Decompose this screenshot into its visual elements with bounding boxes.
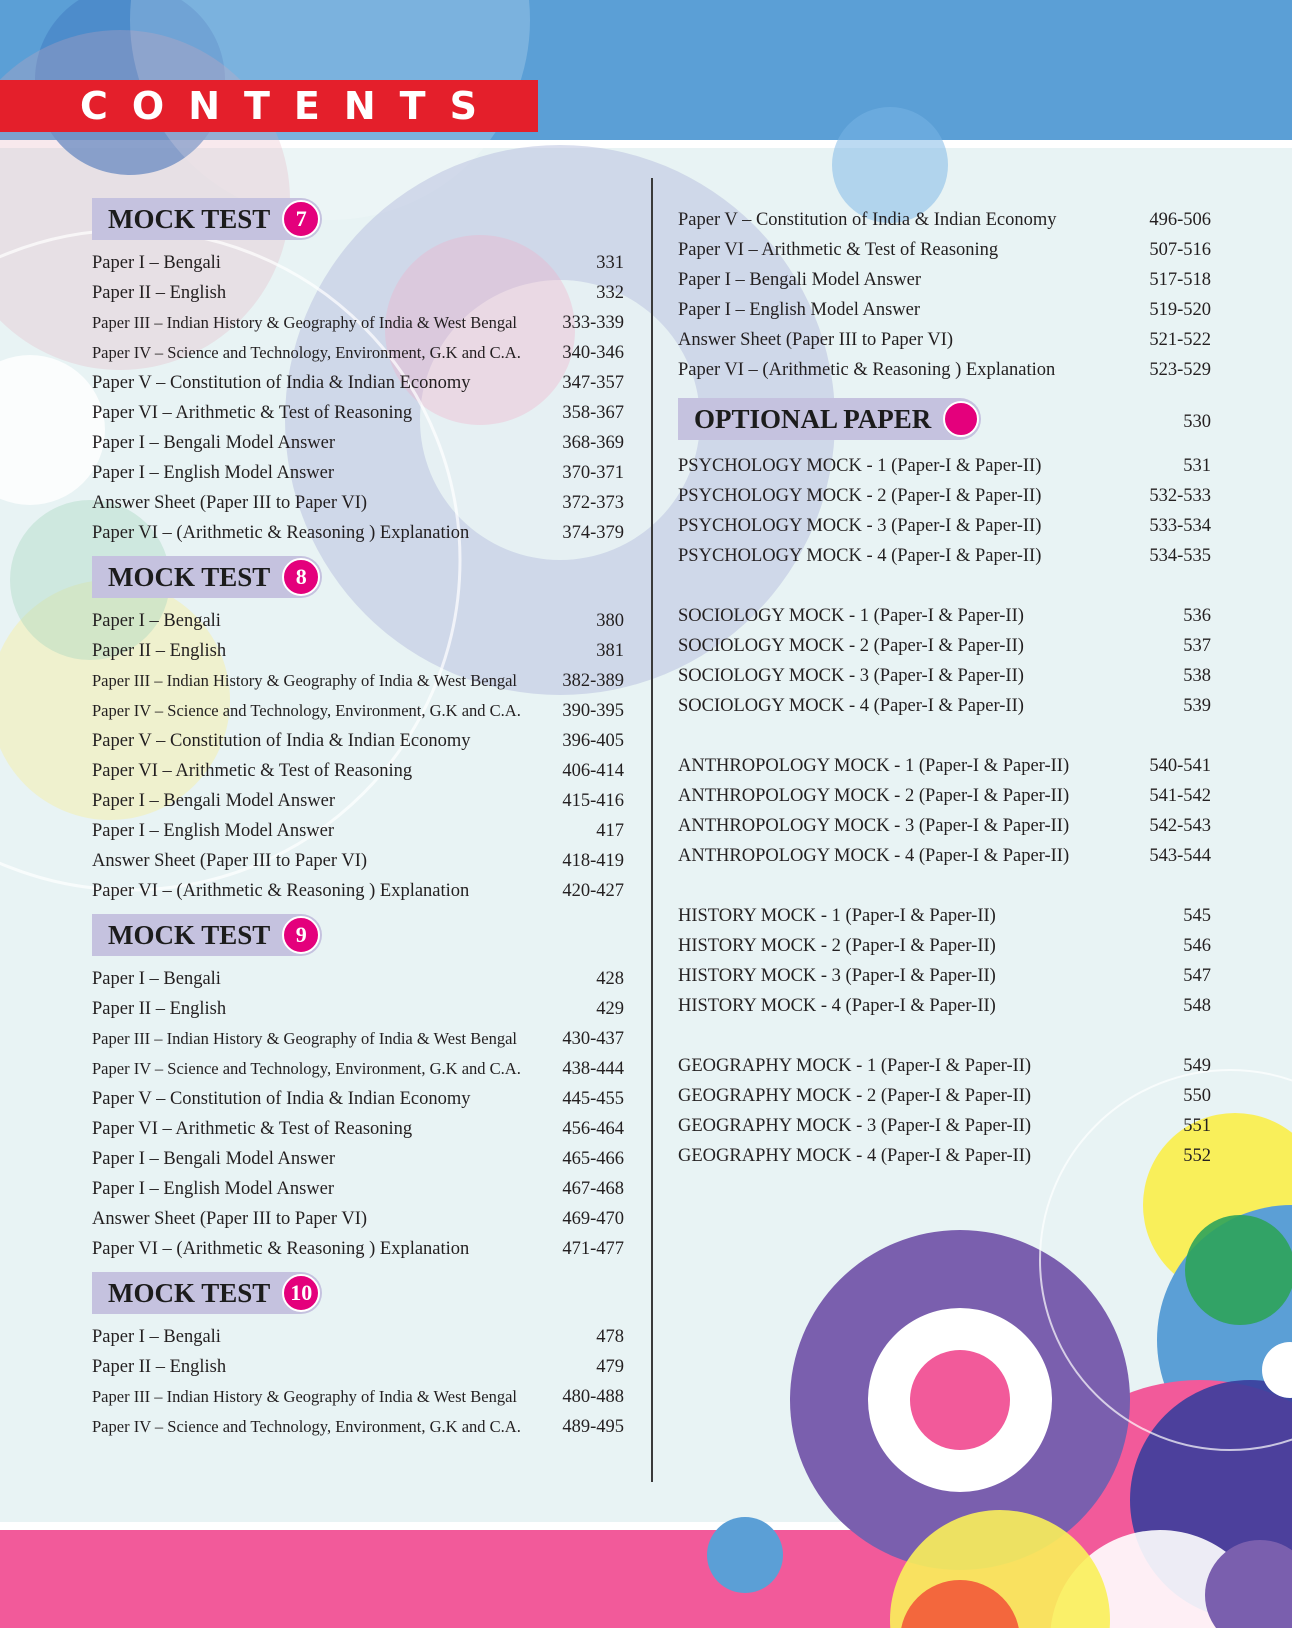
toc-entry [92, 488, 624, 518]
toc-entry-title: Paper VI – (Arithmetic & Reasoning ) Explanation [92, 523, 470, 543]
toc-entry [92, 1352, 624, 1382]
mock-test-heading-pill [92, 198, 322, 240]
toc-entry [678, 991, 1211, 1021]
toc-entry-title: Paper IV – Science and Technology, Environment, G.K and C.A. [92, 1417, 521, 1436]
toc-entry [92, 726, 624, 756]
toc-entry-page: 467-468 [562, 1179, 624, 1199]
toc-entry-page: 418-419 [562, 851, 624, 871]
toc-entry [678, 205, 1211, 235]
toc-entry-page: 382-389 [562, 671, 624, 691]
toc-entry-title: Paper I – Bengali Model Answer [92, 791, 336, 811]
toc-entry-page: 478 [596, 1327, 624, 1347]
toc-entry-title: Paper II – English [92, 999, 227, 1019]
toc-entry-page: 465-466 [562, 1149, 624, 1169]
toc-entry-page: 438-444 [562, 1059, 624, 1079]
toc-entry [92, 278, 624, 308]
mock-test-number-badge: 10 [282, 1274, 320, 1312]
mock-test-section [92, 914, 624, 1264]
toc-entry [92, 1114, 624, 1144]
toc-entry-page: 390-395 [562, 701, 624, 721]
toc-entry [92, 1204, 624, 1234]
toc-entry-title: Paper VI – Arithmetic & Test of Reasoning [92, 761, 413, 781]
toc-entry-title: GEOGRAPHY MOCK - 1 (Paper-I & Paper-II) [678, 1056, 1032, 1076]
toc-entry-page: 480-488 [562, 1387, 624, 1407]
toc-entry-title: Paper II – English [92, 1357, 227, 1377]
contents-title-bar [0, 80, 538, 132]
toc-entry-page: 370-371 [562, 463, 624, 483]
toc-entry [678, 265, 1211, 295]
toc-entry [92, 994, 624, 1024]
toc-entry [92, 696, 624, 726]
toc-entry-title: SOCIOLOGY MOCK - 3 (Paper-I & Paper-II) [678, 666, 1024, 686]
toc-entry-page: 479 [596, 1357, 624, 1377]
toc-entry [92, 1174, 624, 1204]
toc-entry-page: 519-520 [1149, 300, 1211, 320]
toc-entry-page: 538 [1183, 666, 1211, 686]
toc-entry-page: 537 [1183, 636, 1211, 656]
mock-test-heading-pill [92, 556, 322, 598]
toc-entry [678, 781, 1211, 811]
toc-entry-title: PSYCHOLOGY MOCK - 3 (Paper-I & Paper-II) [678, 516, 1042, 536]
toc-entry-page: 523-529 [1149, 360, 1211, 380]
toc-entry [678, 751, 1211, 781]
toc-entry-title: Paper V – Constitution of India & Indian Economy [92, 731, 471, 751]
toc-entry [92, 398, 624, 428]
optional-paper-dot-icon [943, 401, 979, 437]
optional-subject-group [678, 1051, 1211, 1171]
toc-entry-page: 374-379 [562, 523, 624, 543]
toc-entry-title: Paper VI – Arithmetic & Test of Reasoning [92, 1119, 413, 1139]
toc-entry-title: HISTORY MOCK - 3 (Paper-I & Paper-II) [678, 966, 996, 986]
group-spacer [678, 871, 1211, 901]
toc-entry-page: 549 [1183, 1056, 1211, 1076]
page-title: CONTENTS [80, 84, 501, 128]
toc-entry [678, 961, 1211, 991]
toc-entry [92, 338, 624, 368]
toc-entry-page: 381 [596, 641, 624, 661]
toc-entry-page: 368-369 [562, 433, 624, 453]
toc-entry-title: GEOGRAPHY MOCK - 2 (Paper-I & Paper-II) [678, 1086, 1032, 1106]
toc-entry-title: Paper V – Constitution of India & Indian Economy [678, 210, 1057, 230]
toc-entry [92, 308, 624, 338]
toc-entry-title: Answer Sheet (Paper III to Paper VI) [92, 851, 368, 871]
toc-entry [92, 876, 624, 906]
toc-entry [678, 631, 1211, 661]
toc-entry [92, 1144, 624, 1174]
mock-test-section [92, 198, 624, 548]
toc-entry-title: Paper VI – Arithmetic & Test of Reasoning [678, 240, 999, 260]
mock-test-heading: MOCK TEST [108, 919, 271, 950]
toc-entry [92, 1024, 624, 1054]
toc-entry-title: GEOGRAPHY MOCK - 4 (Paper-I & Paper-II) [678, 1146, 1032, 1166]
toc-entry [92, 1054, 624, 1084]
toc-entry [92, 1382, 624, 1412]
toc-entry-title: Paper II – English [92, 283, 227, 303]
toc-entry-page: 542-543 [1149, 816, 1211, 836]
toc-entry [678, 811, 1211, 841]
toc-entry [678, 901, 1211, 931]
group-spacer [678, 721, 1211, 751]
toc-entry [92, 816, 624, 846]
mock-test-number-badge: 9 [282, 916, 320, 954]
toc-entry-title: Paper I – Bengali Model Answer [92, 1149, 336, 1169]
toc-entry-title: ANTHROPOLOGY MOCK - 2 (Paper-I & Paper-II) [678, 786, 1070, 806]
toc-entry-page: 521-522 [1149, 330, 1211, 350]
toc-entry-title: ANTHROPOLOGY MOCK - 4 (Paper-I & Paper-II) [678, 846, 1070, 866]
group-spacer [678, 571, 1211, 601]
toc-entry [678, 541, 1211, 571]
toc-entry-page: 417 [596, 821, 624, 841]
toc-entry [678, 511, 1211, 541]
toc-entry-title: Paper I – Bengali [92, 969, 221, 989]
toc-entry [92, 1084, 624, 1114]
toc-entry-page: 548 [1183, 996, 1211, 1016]
toc-entry [678, 481, 1211, 511]
toc-entry-title: Paper III – Indian History & Geography of India & West Bengal [92, 671, 517, 690]
toc-entry [678, 235, 1211, 265]
toc-entry-page: 333-339 [562, 313, 624, 333]
toc-entry [92, 368, 624, 398]
toc-entry-title: PSYCHOLOGY MOCK - 1 (Paper-I & Paper-II) [678, 456, 1042, 476]
toc-entry-page: 428 [596, 969, 624, 989]
toc-entry-page: 406-414 [562, 761, 624, 781]
toc-entry [678, 295, 1211, 325]
toc-entry [92, 518, 624, 548]
mock-test-heading-pill [92, 914, 322, 956]
toc-entry [678, 1111, 1211, 1141]
toc-entry [92, 666, 624, 696]
toc-entry-page: 396-405 [562, 731, 624, 751]
mock-test-10-continued [678, 205, 1211, 385]
toc-entry-title: Paper I – Bengali Model Answer [92, 433, 336, 453]
toc-entry [92, 606, 624, 636]
toc-entry [92, 964, 624, 994]
mock-test-number-badge: 7 [282, 200, 320, 238]
toc-entry-title: HISTORY MOCK - 2 (Paper-I & Paper-II) [678, 936, 996, 956]
optional-paper-heading-row [678, 397, 1211, 441]
toc-entry-title: Paper I – Bengali [92, 253, 221, 273]
toc-entry-page: 332 [596, 283, 624, 303]
optional-paper-groups [678, 451, 1211, 1171]
toc-entry-title: Paper VI – (Arithmetic & Reasoning ) Explanation [678, 360, 1056, 380]
toc-entry-page: 445-455 [562, 1089, 624, 1109]
toc-entry-page: 415-416 [562, 791, 624, 811]
toc-entry-page: 533-534 [1149, 516, 1211, 536]
toc-entry-title: Paper I – Bengali [92, 1327, 221, 1347]
toc-entry-page: 380 [596, 611, 624, 631]
toc-entry-title: Paper V – Constitution of India & Indian Economy [92, 373, 471, 393]
toc-entry [678, 1051, 1211, 1081]
toc-entry [678, 601, 1211, 631]
toc-entry [92, 786, 624, 816]
toc-entry-title: Paper I – English Model Answer [678, 300, 921, 320]
toc-entry-page: 471-477 [562, 1239, 624, 1259]
toc-entry-title: SOCIOLOGY MOCK - 2 (Paper-I & Paper-II) [678, 636, 1024, 656]
optional-subject-group [678, 601, 1211, 751]
toc-entry [678, 325, 1211, 355]
toc-entry-title: Paper VI – (Arithmetic & Reasoning ) Explanation [92, 1239, 470, 1259]
toc-entry [92, 1234, 624, 1264]
mock-test-heading-pill [92, 1272, 322, 1314]
toc-entry-title: Answer Sheet (Paper III to Paper VI) [678, 330, 954, 350]
toc-entry [92, 248, 624, 278]
toc-entry [678, 931, 1211, 961]
toc-entry-page: 545 [1183, 906, 1211, 926]
toc-entry-page: 496-506 [1149, 210, 1211, 230]
toc-entry-page: 532-533 [1149, 486, 1211, 506]
toc-entry-page: 539 [1183, 696, 1211, 716]
toc-entry-title: Paper V – Constitution of India & Indian Economy [92, 1089, 471, 1109]
toc-entry-page: 540-541 [1149, 756, 1211, 776]
toc-entry-title: Paper I – English Model Answer [92, 463, 335, 483]
toc-entry [92, 636, 624, 666]
toc-entry-title: Paper III – Indian History & Geography of India & West Bengal [92, 313, 517, 332]
toc-entry [92, 846, 624, 876]
toc-entry-title: ANTHROPOLOGY MOCK - 3 (Paper-I & Paper-II) [678, 816, 1070, 836]
mock-test-heading: MOCK TEST [108, 1277, 271, 1308]
toc-entry-title: HISTORY MOCK - 4 (Paper-I & Paper-II) [678, 996, 996, 1016]
toc-entry [678, 451, 1211, 481]
toc-entry [92, 1412, 624, 1442]
toc-entry-page: 358-367 [562, 403, 624, 423]
toc-entry [92, 458, 624, 488]
toc-entry-title: Paper III – Indian History & Geography of India & West Bengal [92, 1387, 517, 1406]
toc-entry [92, 756, 624, 786]
toc-entry-title: Paper III – Indian History & Geography of India & West Bengal [92, 1029, 517, 1048]
toc-entry-title: Paper IV – Science and Technology, Environment, G.K and C.A. [92, 1059, 521, 1078]
toc-entry-page: 347-357 [562, 373, 624, 393]
toc-entry-page: 552 [1183, 1146, 1211, 1166]
toc-entry-title: SOCIOLOGY MOCK - 1 (Paper-I & Paper-II) [678, 606, 1024, 626]
right-column [678, 205, 1211, 1171]
toc-entry-title: Paper VI – Arithmetic & Test of Reasoning [92, 403, 413, 423]
toc-entry-title: PSYCHOLOGY MOCK - 2 (Paper-I & Paper-II) [678, 486, 1042, 506]
toc-entry-page: 534-535 [1149, 546, 1211, 566]
toc-entry-title: Paper I – Bengali Model Answer [678, 270, 922, 290]
mock-test-number-badge: 8 [282, 558, 320, 596]
toc-entry-page: 331 [596, 253, 624, 273]
toc-entry-page: 340-346 [562, 343, 624, 363]
toc-entry [678, 355, 1211, 385]
toc-entry [678, 1081, 1211, 1111]
toc-entry-page: 550 [1183, 1086, 1211, 1106]
toc-entry-page: 551 [1183, 1116, 1211, 1136]
toc-entry-title: ANTHROPOLOGY MOCK - 1 (Paper-I & Paper-II) [678, 756, 1070, 776]
toc-entry [678, 841, 1211, 871]
toc-entry-page: 469-470 [562, 1209, 624, 1229]
toc-entry-title: Answer Sheet (Paper III to Paper VI) [92, 493, 368, 513]
toc-entry-title: PSYCHOLOGY MOCK - 4 (Paper-I & Paper-II) [678, 546, 1042, 566]
toc-entry-title: GEOGRAPHY MOCK - 3 (Paper-I & Paper-II) [678, 1116, 1032, 1136]
toc-entry-title: Paper IV – Science and Technology, Environment, G.K and C.A. [92, 343, 521, 362]
toc-entry-title: Paper II – English [92, 641, 227, 661]
toc-entry [678, 661, 1211, 691]
optional-paper-pill [678, 398, 981, 440]
toc-entry-page: 547 [1183, 966, 1211, 986]
toc-entry [92, 1322, 624, 1352]
optional-subject-group [678, 451, 1211, 601]
mock-test-heading: MOCK TEST [108, 561, 271, 592]
toc-entry-page: 536 [1183, 606, 1211, 626]
mock-test-heading: MOCK TEST [108, 203, 271, 234]
toc-entry-title: Paper I – English Model Answer [92, 821, 335, 841]
toc-entry-title: SOCIOLOGY MOCK - 4 (Paper-I & Paper-II) [678, 696, 1024, 716]
toc-entry-page: 420-427 [562, 881, 624, 901]
optional-subject-group [678, 751, 1211, 901]
mock-test-section [92, 556, 624, 906]
left-column [92, 198, 624, 1450]
column-divider [651, 178, 653, 1482]
toc-entry-page: 541-542 [1149, 786, 1211, 806]
toc-entry-page: 531 [1183, 456, 1211, 476]
toc-entry-page: 456-464 [562, 1119, 624, 1139]
toc-entry-page: 543-544 [1149, 846, 1211, 866]
toc-entry [678, 1141, 1211, 1171]
mock-test-section [92, 1272, 624, 1442]
toc-entry-title: Paper I – Bengali [92, 611, 221, 631]
toc-entry-title: Paper IV – Science and Technology, Environment, G.K and C.A. [92, 701, 521, 720]
toc-entry-title: Answer Sheet (Paper III to Paper VI) [92, 1209, 368, 1229]
toc-entry-page: 517-518 [1149, 270, 1211, 290]
toc-entry-page: 507-516 [1149, 240, 1211, 260]
group-spacer [678, 1021, 1211, 1051]
toc-entry-title: Paper VI – (Arithmetic & Reasoning ) Explanation [92, 881, 470, 901]
optional-paper-page: 530 [1183, 411, 1211, 432]
toc-entry-page: 372-373 [562, 493, 624, 513]
toc-entry-page: 429 [596, 999, 624, 1019]
toc-entry-page: 546 [1183, 936, 1211, 956]
toc-entry [678, 691, 1211, 721]
toc-entry-title: Paper I – English Model Answer [92, 1179, 335, 1199]
toc-entry-page: 430-437 [562, 1029, 624, 1049]
toc-entry-title: HISTORY MOCK - 1 (Paper-I & Paper-II) [678, 906, 996, 926]
optional-subject-group [678, 901, 1211, 1051]
toc-entry [92, 428, 624, 458]
optional-paper-heading: OPTIONAL PAPER [694, 403, 932, 434]
toc-entry-page: 489-495 [562, 1417, 624, 1437]
